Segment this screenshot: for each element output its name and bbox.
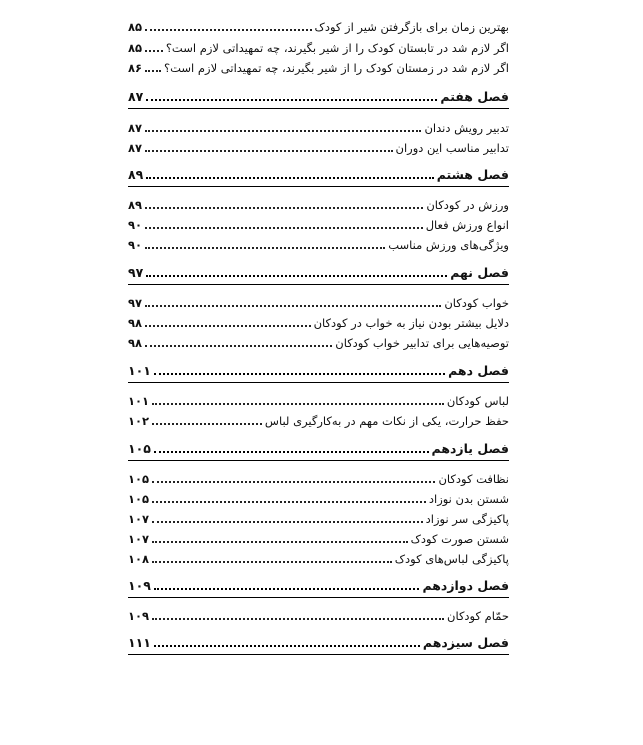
chapter-heading: [128, 436, 509, 456]
dot-leader: [152, 423, 262, 425]
entry-title: انواع ورزش فعال: [425, 218, 509, 232]
chapter-separator: [128, 108, 509, 109]
dot-leader: [145, 247, 385, 249]
dot-leader: [145, 345, 332, 347]
toc-entry: [128, 290, 509, 310]
toc-entry: [128, 35, 509, 55]
toc-entry: [128, 55, 509, 75]
entry-title: شستن بدن نوزاد: [428, 492, 509, 506]
chapter-title: فصل نهم: [450, 265, 509, 280]
page-number: ۹۷: [128, 296, 143, 310]
page-number: ۱۱۱: [128, 635, 151, 650]
dot-leader: [145, 70, 161, 72]
dot-leader: [145, 130, 421, 132]
table-of-contents: [128, 0, 509, 745]
chapter-title: فصل هفتم: [440, 89, 509, 104]
dot-leader: [145, 50, 163, 52]
chapter-heading: [128, 630, 509, 650]
chapter-title: فصل هشتم: [436, 167, 509, 182]
chapter-separator: [128, 654, 509, 655]
chapter-separator: [128, 597, 509, 598]
dot-leader: [152, 541, 408, 543]
entry-title: ویژگی‌های ورزش مناسب: [388, 238, 509, 252]
page-number: ۱۰۲: [128, 414, 150, 428]
chapter-heading: [128, 84, 509, 104]
page-number: ۹۰: [128, 238, 143, 252]
page-number: ۸۷: [128, 141, 143, 155]
toc-entry: [128, 232, 509, 252]
dot-leader: [145, 305, 441, 307]
toc-entry: [128, 310, 509, 330]
page-number: ۱۰۵: [128, 441, 151, 456]
entry-title: اگر لازم شد در تابستان کودک را از شیر بگیرند، چه تمهیداتی لازم است؟: [165, 41, 509, 55]
toc-entry: [128, 526, 509, 546]
chapter-heading: [128, 573, 509, 593]
entry-title: حمّام کودکان: [447, 609, 509, 623]
toc-entry: [128, 408, 509, 428]
page-number: ۹۰: [128, 218, 143, 232]
toc-entry: [128, 466, 509, 486]
dot-leader: [145, 325, 311, 327]
entry-title: تدابیر مناسب این دوران: [395, 141, 509, 155]
entry-title: لباس کودکان: [446, 394, 509, 408]
page-number: ۸۵: [128, 20, 143, 34]
dot-leader: [154, 645, 420, 647]
dot-leader: [145, 207, 423, 209]
toc-entry: [128, 135, 509, 155]
chapter-title: فصل دوازدهم: [422, 578, 509, 593]
chapter-separator: [128, 284, 509, 285]
chapter-heading: [128, 162, 509, 182]
dot-leader: [146, 177, 433, 179]
page-number: ۹۸: [128, 316, 143, 330]
dot-leader: [146, 99, 437, 101]
entry-title: حفظ حرارت، یکی از نکات مهم در به‌کارگیری لباس: [264, 414, 509, 428]
toc-entry: [128, 330, 509, 350]
entry-title: شستن صورت کودک: [410, 532, 509, 546]
page-number: ۹۸: [128, 336, 143, 350]
toc-entry: [128, 486, 509, 506]
toc-entry: [128, 388, 509, 408]
chapter-separator: [128, 460, 509, 461]
entry-title: تدبیر رویش دندان: [424, 121, 509, 135]
chapter-title: فصل سیزدهم: [422, 635, 509, 650]
dot-leader: [146, 275, 447, 277]
entry-title: ورزش در کودکان: [426, 198, 509, 212]
toc-entry: [128, 506, 509, 526]
dot-leader: [145, 29, 312, 31]
dot-leader: [152, 561, 392, 563]
chapter-title: فصل دهم: [448, 363, 509, 378]
page-number: ۸۵: [128, 41, 143, 55]
page-number: ۸۹: [128, 167, 144, 182]
entry-title: نظافت کودکان: [438, 472, 509, 486]
toc-entry: [128, 192, 509, 212]
toc-entry: [128, 603, 509, 623]
page-number: ۸۷: [128, 89, 144, 104]
entry-title: دلایل بیشتر بودن نیاز به خواب در کودکان: [313, 316, 509, 330]
dot-leader: [152, 481, 435, 483]
page-number: ۱۰۹: [128, 578, 151, 593]
page-number: ۱۰۹: [128, 609, 150, 623]
dot-leader: [145, 227, 423, 229]
entry-title: خواب کودکان: [444, 296, 509, 310]
chapter-separator: [128, 382, 509, 383]
dot-leader: [154, 588, 420, 590]
page-number: ۱۰۱: [128, 363, 151, 378]
dot-leader: [154, 373, 445, 375]
toc-entry: [128, 546, 509, 566]
chapter-title: فصل یازدهم: [431, 441, 509, 456]
page-number: ۸۹: [128, 198, 143, 212]
toc-entry: [128, 212, 509, 232]
entry-title: پاکیزگی سر نوزاد: [425, 512, 509, 526]
page-number: ۸۷: [128, 121, 143, 135]
chapter-heading: [128, 260, 509, 280]
dot-leader: [152, 521, 423, 523]
toc-entry: [128, 14, 509, 34]
page-number: ۱۰۸: [128, 552, 150, 566]
entry-title: توصیه‌هایی برای تدابیر خواب کودکان: [335, 336, 509, 350]
page-number: ۸۶: [128, 61, 143, 75]
dot-leader: [154, 451, 429, 453]
dot-leader: [145, 150, 392, 152]
page-number: ۱۰۷: [128, 512, 150, 526]
page-number: ۱۰۵: [128, 492, 150, 506]
toc-entry: [128, 115, 509, 135]
page-number: ۱۰۷: [128, 532, 150, 546]
dot-leader: [152, 618, 444, 620]
dot-leader: [152, 403, 444, 405]
page-number: ۱۰۱: [128, 394, 150, 408]
page-number: ۱۰۵: [128, 472, 150, 486]
entry-title: پاکیزگی لباس‌های کودک: [394, 552, 509, 566]
page-number: ۹۷: [128, 265, 144, 280]
chapter-heading: [128, 358, 509, 378]
chapter-separator: [128, 186, 509, 187]
entry-title: بهترین زمان برای بازگرفتن شیر از کودک: [314, 20, 509, 34]
dot-leader: [152, 501, 426, 503]
entry-title: اگر لازم شد در زمستان کودک را از شیر بگیرند، چه تمهیداتی لازم است؟: [164, 61, 509, 75]
